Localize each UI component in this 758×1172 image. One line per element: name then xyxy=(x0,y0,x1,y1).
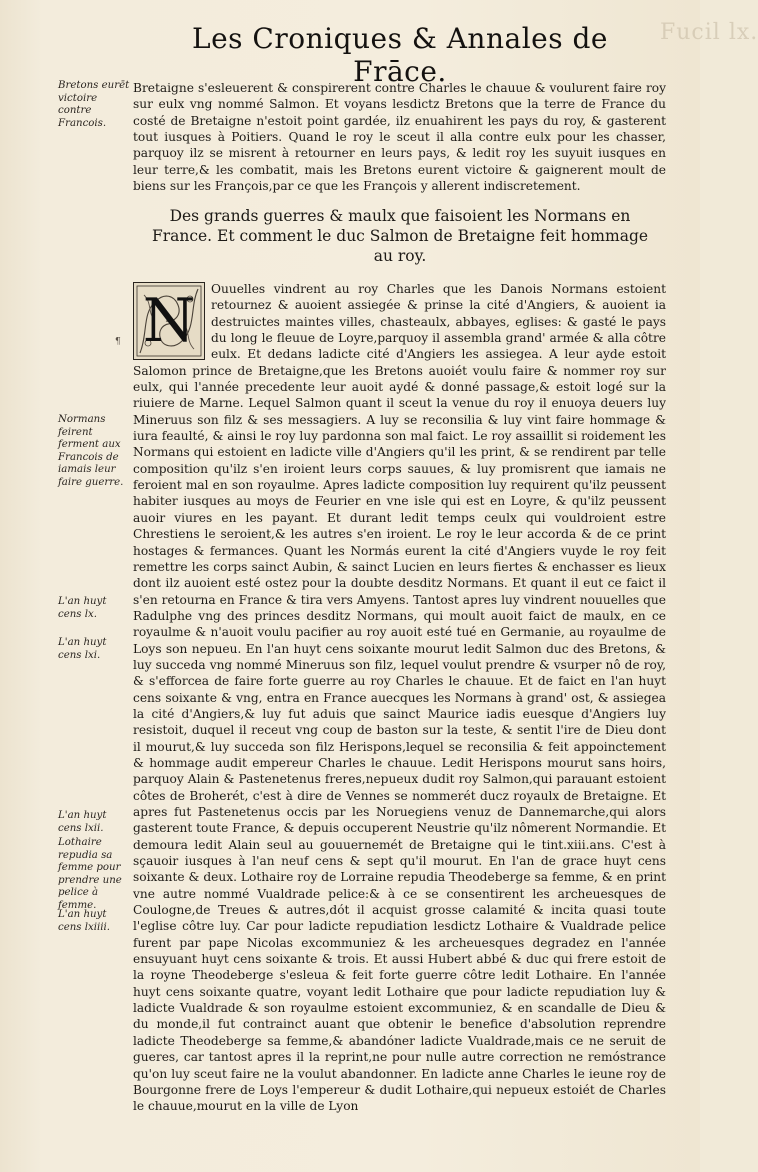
paragraph xyxy=(133,80,666,194)
margin-note: L'an huyt cens lxiiii. xyxy=(58,909,111,933)
paragraph-text: Bretaigne s'esleuerent & conspirerent contre Charles le chauue & voulurent faire roy sur eulx vng nommé Salmon. Et voyans lesdictz Bretons que la terre de France du costé de Bretaigne n'estoit point gardée, ilz enuahirent les pays du roy, & gasterent tout iusques à Poitiers. Quand le roy le sceut il alla contre eulx pour les chasser, parquoy ilz se misrent à retourner en leurs pays, & ledit roy les suyuit iusques en leur terre,& les combatit, mais les Bretons eurent victoire & gaignerent moult de biens sur les François,par ce que les François y allerent indiscretement. xyxy=(133,81,666,194)
chapter-heading: Des grands guerres & maulx que faisoient les Normans en France. Et comment le duc Salmon de Bretaigne feit hommage au roy. xyxy=(151,207,649,265)
drop-cap xyxy=(133,282,205,360)
margin-note: L'an huyt cens lxi. xyxy=(58,637,107,661)
margin-note: Normans feirent ferment aux Francois de iamais leur faire guerre. xyxy=(58,414,124,488)
margin-note: Lothaire repudia sa femme pour prendre une pelice à femme. xyxy=(58,837,122,911)
paragraph-text: Ouuelles vindrent au roy Charles que les Danois Normans estoient retournez & auoient assiegée & prinse la cité d'Angiers, & auoient ia destruictes maintes villes, chasteaulx, abbayes, eglises: & gasté le pays du long le fleuue de Loyre,parquoy il assembla grand' armée & alla côtre eulx. Et dedans ladicte cité d'Angiers les assiegea. A leur ayde estoit Salomon prince de Bretaigne,que les Bretons auoiét voulu faire & nommer roy sur eulx, qui l'année precedente leur auoit aydé & donné passage,& estoit logé sur la riuiere de Marne. Lequel Salmon quant il sceut la venue du roy il enuoya deuers luy Mineruus son filz & ses messagiers. A luy se reconsilia & luy vint faire hommage & iura feaulté, & ainsi le roy luy pardonna son mal faict. Le roy assaillit si roidement les Normans qui estoient en ladicte ville d'Angiers qu'il les print, & se rendirent par telle composition qu'ilz s'en iroient leurs corps sauues, & luy promisrent que iamais ne feroient mal en son royaulme. Apres ladicte composition luy requirent qu'ilz peussent habiter iusques au moys de Feurier en vne isle qui est en Loyre, & qu'ilz peussent auoir viures en les payant. Et durant ledit temps ceulx qui vouldroient estre Chrestiens le seroient,& les autres s'en iroient. Le roy le leur accorda & de ce print hostages & fermances. Quant les Normás eurent la cité d'Angiers vuyde le roy feit remettre les corps sainct Aubin, & sainct Lucien en leurs fiertes & enchasser es lieux dont ilz auoient esté ostez pour la doubte desditz Normans. Et quant il eut ce faict il s'en retourna en France & tira vers Amyens. Tantost apres luy vindrent nouuelles que Radulphe vng des princes desditz Normans, qui moult auoit faict de maulx, en ce royaulme & n'auoit voulu pacifier au roy auoit esté tué en Germanie, au royaulme de Loys son nepueu. En l'an huyt cens soixante mourut ledit Salmon duc des Bretons, & luy succeda vng nommé Mineruus son filz, lequel voulut prendre & vsurper nô de roy, & s'efforcea de faire forte guerre au roy Charles le chauue. Et de faict en l'an huyt cens soixante & vng, entra en France auecques les Normans à grand' ost, & assiegea la cité d'Angiers,& luy fut aduis que sainct Maurice iadis euesque d'Angiers luy resistoit, duquel il receut vng coup de baston sur la teste, & sentit l'ire de Dieu dont il mourut,& luy succeda son filz Herispons,lequel se reconsilia & feit appoinctement & hommage audit empereur Charles le chauue. Ledit Herispons mourut sans hoirs, parquoy Alain & Pastenetenus freres,nepueux dudit roy Salmon,qui parauant estoient côtes de Broherét, c'est à dire de Vennes se nommerét ducz royaulx de Bretaigne. Et apres fut Pastenetenus occis par les Noruegiens venuz de Dannemarche,qui alors gasterent toute France, & depuis occuperent Neustrie qu'ilz nômerent Normandie. Et demoura ledit Alain seul au gouuernemét de Bretaigne qui le tint.xiii.ans. C'est à sçauoir iusques à l'an neuf cens & sept qu'il mourut. En l'an de grace huyt cens soixante & deux. Lothaire roy de Lorraine repudia Theodeberge sa femme, & en print vne autre nommé Vualdrade pelice:& à ce se consentirent les archeuesques de Coulogne,de Treues & autres,dót il acquist grosse calamité & incita quasi toute l'eglise côtre luy. Car pour ladicte repudiation lesdictz Lothaire & Vualdrade pelice furent par pape Nicolas excommuniez & les archeuesques degradez en l'année ensuyuant huyt cens soixante & trois. Et aussi Hubert abbé & duc qui frere estoit de la royne Theodeberge s'esleua & feit forte guerre côtre ledit Lothaire. En l'année huyt cens soixante quatre, voyant ledit Lothaire que pour ladicte repudiation luy & ladicte Vualdrade & son royaulme estoient excommuniez, & en scandalle de Dieu & du monde,il fut contrainct auant que obtenir le benefice d'absolution reprendre ladicte Theodeberge sa femme,& abandóner ladicte Vualdrade,mais ce ne seruit de gueres, car tantost apres il la reprint,ne pour nulle autre correction ne remóstrance qu'on luy sceut faire ne la voulut abandonner. En ladicte anne Charles le ieune roy de Bourgonne frere de Loys l'empereur & dudit Lothaire,qui nepueux estoiét de Charles le chauue,mourut en la ville de Lyon xyxy=(133,282,666,1114)
margin-note: L'an huyt cens lxii. xyxy=(58,810,107,834)
paragraph xyxy=(133,281,666,1115)
margin-note: L'an huyt cens lx. xyxy=(58,596,107,620)
show-through-text: Fucil lx. xyxy=(660,20,758,45)
drop-cap-letter: N xyxy=(142,286,196,356)
paragraph-mark-icon: ¶ xyxy=(115,337,121,347)
margin-note: Bretons eurēt victoire contre Francois. xyxy=(58,80,130,129)
running-head: Les Croniques & Annales de Frāce. xyxy=(192,22,608,88)
